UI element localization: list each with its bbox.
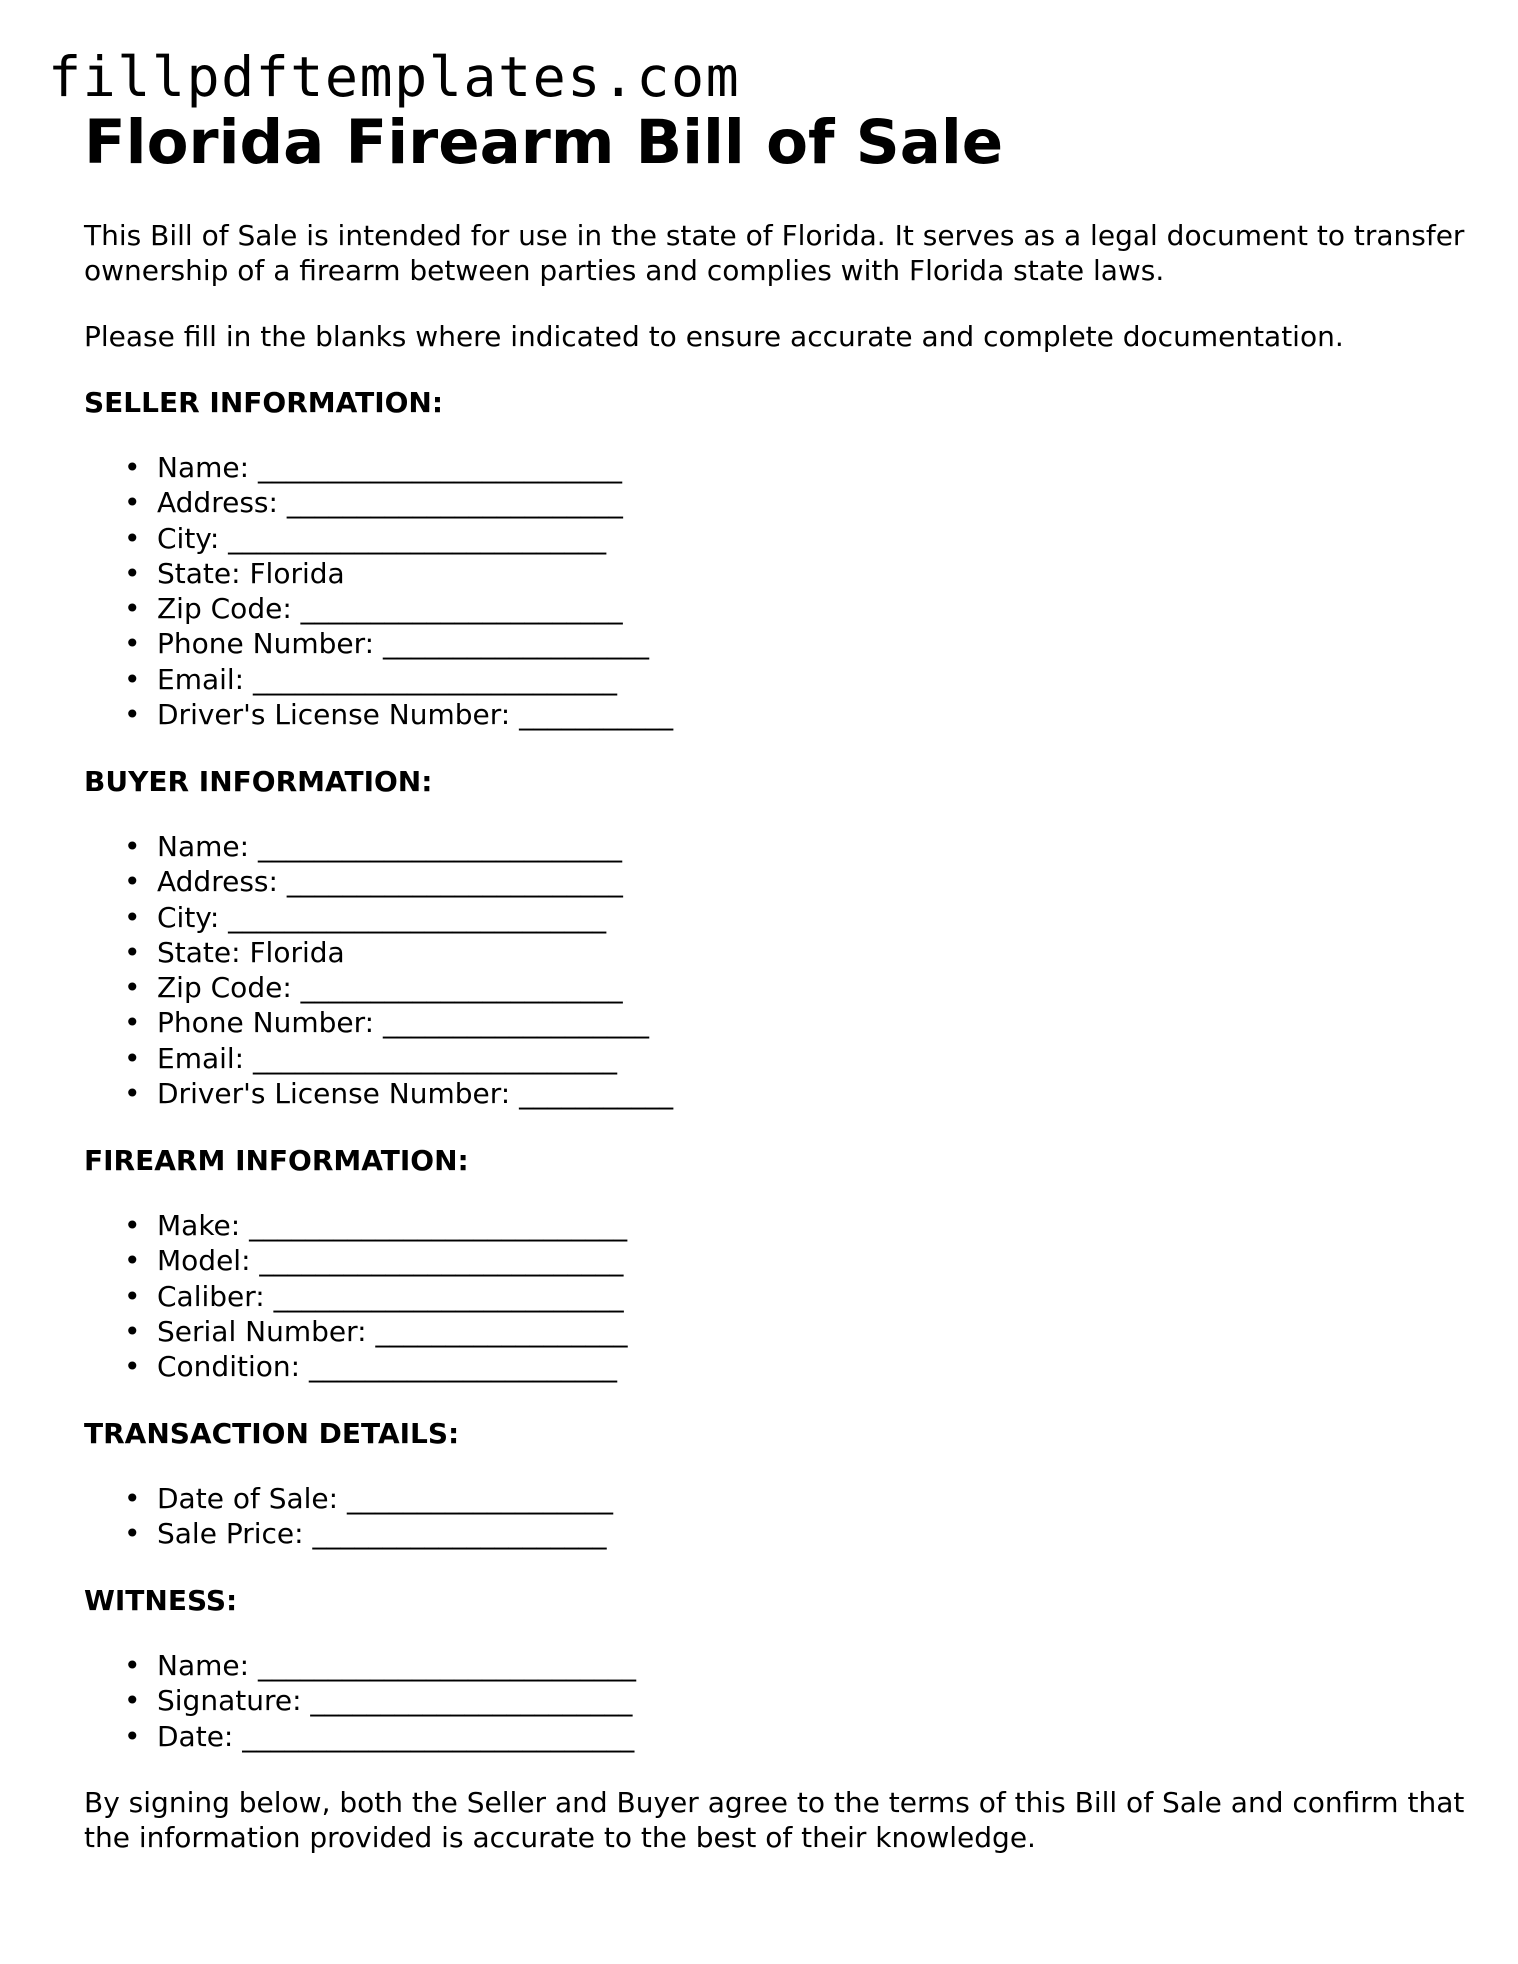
firearm-field-list — [84, 1208, 627, 1384]
bullet-icon: • — [124, 627, 141, 661]
seller-name-field: Name: __________________________ — [157, 451, 622, 484]
seller-field-list — [84, 450, 673, 732]
list-item — [84, 485, 673, 520]
bullet-icon: • — [124, 556, 141, 590]
bullet-icon: • — [124, 662, 141, 696]
firearm-caliber-field: Caliber: _________________________ — [157, 1279, 624, 1313]
buyer-address-field: Address: ________________________ — [157, 865, 623, 899]
bullet-icon: • — [124, 1314, 141, 1348]
list-item — [84, 1481, 613, 1516]
list-item — [84, 626, 673, 661]
seller-heading: SELLER INFORMATION: — [84, 386, 444, 419]
list-item — [84, 935, 673, 970]
list-item — [84, 970, 673, 1005]
firearm-heading: FIREARM INFORMATION: — [84, 1144, 469, 1177]
intro-paragraph: This Bill of Sale is intended for use in the state of Florida. It serves as a legal document to transfer ownership of a firearm between parties and complies with Florida state laws. — [84, 219, 1465, 287]
list-item — [84, 829, 673, 864]
witness-date-field: Date: ____________________________ — [157, 1719, 635, 1753]
firearm-serial-field: Serial Number: __________________ — [157, 1314, 628, 1348]
list-item — [84, 1314, 627, 1349]
list-item — [84, 450, 673, 485]
list-item — [84, 1648, 636, 1683]
seller-state-field: State: Florida — [157, 556, 345, 590]
list-item — [84, 1076, 673, 1111]
bullet-icon: • — [124, 486, 141, 520]
witness-field-list — [84, 1648, 636, 1754]
buyer-state-field: State: Florida — [157, 935, 345, 969]
bullet-icon: • — [124, 1719, 141, 1753]
witness-heading: WITNESS: — [84, 1584, 238, 1617]
firearm-make-field: Make: ___________________________ — [157, 1209, 628, 1242]
witness-signature-field: Signature: _______________________ — [157, 1684, 633, 1718]
list-item — [84, 1005, 673, 1040]
bullet-icon: • — [124, 865, 141, 899]
watermark: fillpdftemplates.com — [48, 45, 741, 109]
list-item — [84, 1041, 673, 1076]
list-item — [84, 900, 673, 935]
list-item — [84, 521, 673, 556]
list-item — [84, 1516, 613, 1551]
bullet-icon: • — [124, 1350, 141, 1384]
list-item — [84, 1349, 627, 1384]
list-item — [84, 864, 673, 899]
bullet-icon: • — [124, 698, 141, 732]
bullet-icon: • — [124, 1209, 141, 1242]
buyer-heading: BUYER INFORMATION: — [84, 765, 433, 798]
bullet-icon: • — [124, 451, 141, 484]
bullet-icon: • — [124, 971, 141, 1005]
sale-date-field: Date of Sale: ___________________ — [157, 1482, 613, 1515]
seller-zip-field: Zip Code: _______________________ — [157, 592, 623, 626]
list-item — [84, 1279, 627, 1314]
bullet-icon: • — [124, 900, 141, 934]
seller-address-field: Address: ________________________ — [157, 486, 623, 520]
list-item — [84, 1208, 627, 1243]
transaction-heading: TRANSACTION DETAILS: — [84, 1417, 460, 1450]
bullet-icon: • — [124, 1006, 141, 1040]
buyer-field-list — [84, 829, 673, 1111]
firearm-condition-field: Condition: ______________________ — [157, 1350, 617, 1384]
buyer-name-field: Name: __________________________ — [157, 830, 622, 863]
bullet-icon: • — [124, 1244, 141, 1278]
bullet-icon: • — [124, 830, 141, 863]
seller-phone-field: Phone Number: ___________________ — [157, 627, 649, 661]
list-item — [84, 1243, 627, 1278]
seller-email-field: Email: __________________________ — [157, 662, 618, 696]
witness-name-field: Name: ___________________________ — [157, 1649, 636, 1682]
list-item — [84, 591, 673, 626]
buyer-license-field: Driver's License Number: ___________ — [157, 1077, 674, 1111]
closing-paragraph: By signing below, both the Seller and Buyer agree to the terms of this Bill of Sale and confirm that the information provided is accurate to the best of their knowledge. — [84, 1786, 1465, 1854]
bullet-icon: • — [124, 1279, 141, 1313]
firearm-model-field: Model: __________________________ — [157, 1244, 624, 1278]
buyer-email-field: Email: __________________________ — [157, 1041, 618, 1075]
list-item — [84, 1683, 636, 1718]
buyer-phone-field: Phone Number: ___________________ — [157, 1006, 649, 1040]
list-item — [84, 556, 673, 591]
bullet-icon: • — [124, 521, 141, 555]
instructions-paragraph: Please fill in the blanks where indicated to ensure accurate and complete documentation. — [84, 320, 1344, 353]
transaction-field-list — [84, 1481, 613, 1552]
seller-license-field: Driver's License Number: ___________ — [157, 698, 674, 732]
sale-price-field: Sale Price: _____________________ — [157, 1517, 607, 1551]
list-item — [84, 662, 673, 697]
bullet-icon: • — [124, 1517, 141, 1551]
bullet-icon: • — [124, 1684, 141, 1718]
bullet-icon: • — [124, 1077, 141, 1111]
list-item — [84, 697, 673, 732]
bullet-icon: • — [124, 1482, 141, 1515]
bullet-icon: • — [124, 592, 141, 626]
buyer-city-field: City: ___________________________ — [157, 900, 607, 934]
bullet-icon: • — [124, 935, 141, 969]
bullet-icon: • — [124, 1649, 141, 1682]
bullet-icon: • — [124, 1041, 141, 1075]
list-item — [84, 1719, 636, 1754]
page-title: Florida Firearm Bill of Sale — [84, 107, 1004, 178]
buyer-zip-field: Zip Code: _______________________ — [157, 971, 623, 1005]
seller-city-field: City: ___________________________ — [157, 521, 607, 555]
